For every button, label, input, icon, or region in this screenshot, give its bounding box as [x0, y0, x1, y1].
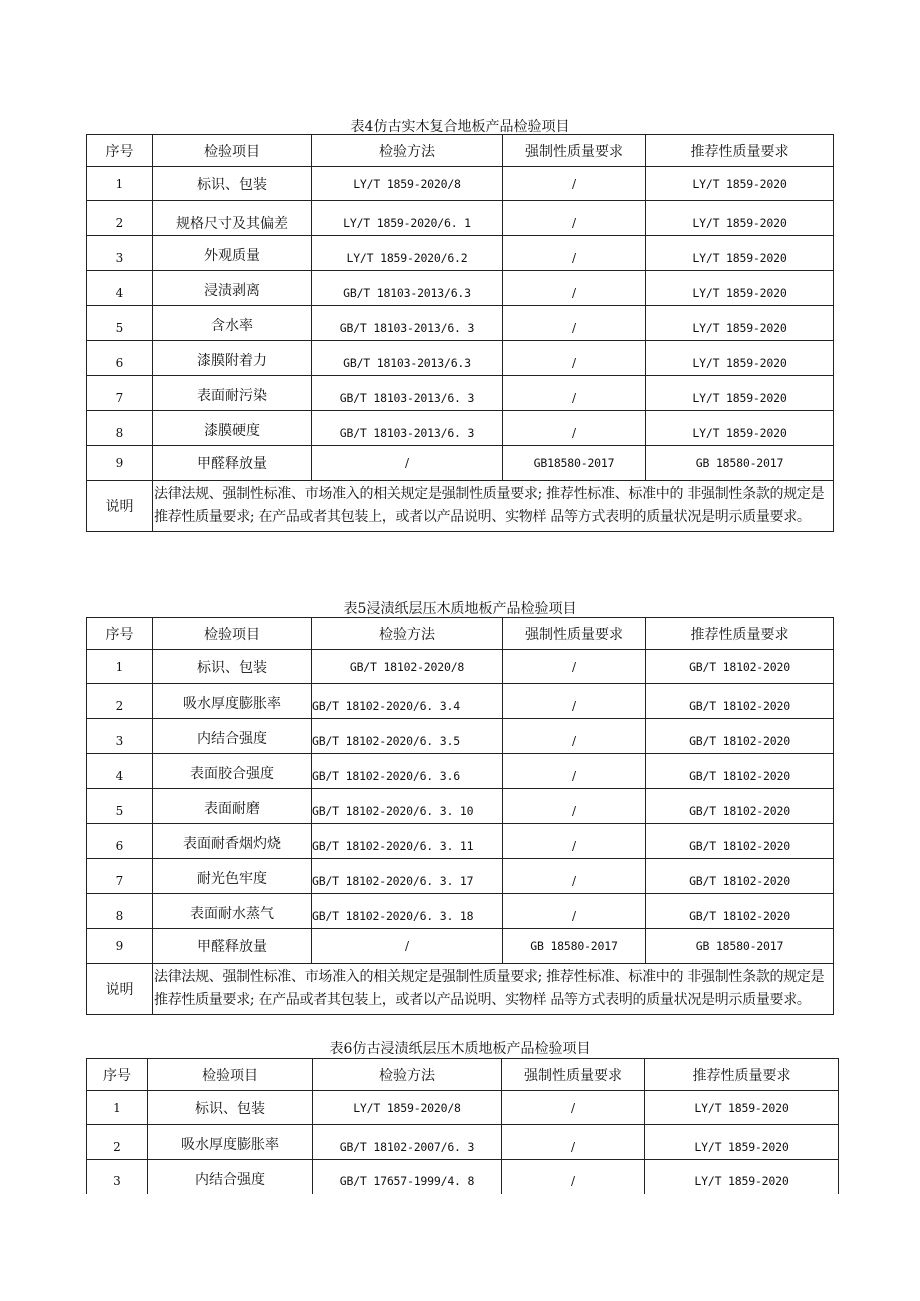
row-no: 4	[87, 271, 153, 306]
row-recommended: LY/T 1859-2020	[645, 1160, 839, 1194]
row-mandatory: /	[503, 376, 646, 411]
row-method: GB/T 18102-2020/6. 3. 10	[312, 789, 503, 824]
header-recommended: 推荐性质量要求	[646, 618, 834, 650]
row-method: GB/T 18102-2020/6. 3. 18	[312, 894, 503, 929]
table-row	[87, 650, 834, 684]
row-method: GB/T 18102-2007/6. 3	[313, 1125, 502, 1160]
row-no: 1	[87, 167, 153, 201]
row-no: 8	[87, 411, 153, 446]
table-row	[87, 1091, 839, 1125]
table-row	[87, 1125, 839, 1160]
row-item: 标识、包装	[148, 1091, 313, 1125]
row-recommended: GB/T 18102-2020	[646, 684, 834, 719]
table-row	[87, 167, 834, 201]
table-row	[87, 894, 834, 929]
row-item: 表面耐水蒸气	[153, 894, 312, 929]
row-no: 1	[87, 1091, 148, 1125]
row-item: 含水率	[153, 306, 312, 341]
header-mandatory: 强制性质量要求	[503, 135, 646, 167]
row-no: 7	[87, 376, 153, 411]
row-item: 内结合强度	[148, 1160, 313, 1194]
table-row	[87, 446, 834, 481]
row-item: 浸渍剥离	[153, 271, 312, 306]
row-no: 4	[87, 754, 153, 789]
row-mandatory: /	[503, 306, 646, 341]
row-method: GB/T 18102-2020/6. 3.4	[312, 684, 503, 719]
header-method: 检验方法	[312, 618, 503, 650]
row-mandatory: /	[503, 824, 646, 859]
header-item: 检验项目	[148, 1059, 313, 1091]
header-no: 序号	[87, 135, 153, 167]
row-mandatory: /	[503, 236, 646, 271]
row-method: LY/T 1859-2020/8	[313, 1091, 502, 1125]
row-mandatory: /	[503, 650, 646, 684]
row-mandatory: /	[503, 201, 646, 236]
row-recommended: GB/T 18102-2020	[646, 719, 834, 754]
row-item: 规格尺寸及其偏差	[153, 201, 312, 236]
table5-note-row	[87, 964, 834, 1015]
note-text: 法律法规、强制性标准、市场准入的相关规定是强制性质量要求; 推荐性标准、标准中的 非强制性条款的规定是推荐性质量要求; 在产品或者其包装上，或者以产品说明、实物样 品等方式表明的质量状况是明示质量要求。	[153, 481, 834, 532]
row-no: 1	[87, 650, 153, 684]
table6	[86, 1058, 839, 1194]
row-recommended: GB 18580-2017	[646, 446, 834, 481]
row-no: 2	[87, 201, 153, 236]
row-mandatory: /	[503, 859, 646, 894]
row-item: 甲醛释放量	[153, 929, 312, 964]
row-recommended: LY/T 1859-2020	[646, 341, 834, 376]
table-row	[87, 306, 834, 341]
table4-note-row	[87, 481, 834, 532]
row-method: LY/T 1859-2020/6. 1	[312, 201, 503, 236]
table-row	[87, 236, 834, 271]
row-mandatory: /	[503, 754, 646, 789]
row-item: 漆膜硬度	[153, 411, 312, 446]
row-recommended: LY/T 1859-2020	[645, 1091, 839, 1125]
header-no: 序号	[87, 618, 153, 650]
row-method: GB/T 18103-2013/6.3	[312, 271, 503, 306]
row-item: 漆膜附着力	[153, 341, 312, 376]
table-row	[87, 754, 834, 789]
row-no: 9	[87, 929, 153, 964]
row-recommended: GB/T 18102-2020	[646, 894, 834, 929]
row-mandatory: GB18580-2017	[503, 446, 646, 481]
row-mandatory: GB 18580-2017	[503, 929, 646, 964]
table-row	[87, 789, 834, 824]
note-text: 法律法规、强制性标准、市场准入的相关规定是强制性质量要求; 推荐性标准、标准中的 非强制性条款的规定是推荐性质量要求; 在产品或者其包装上，或者以产品说明、实物样 品等方式表明的质量状况是明示质量要求。	[153, 964, 834, 1015]
row-method: /	[312, 446, 503, 481]
row-method: GB/T 18102-2020/8	[312, 650, 503, 684]
row-method: GB/T 18102-2020/6. 3.5	[312, 719, 503, 754]
row-no: 6	[87, 824, 153, 859]
row-item: 甲醛释放量	[153, 446, 312, 481]
row-item: 吸水厚度膨胀率	[153, 684, 312, 719]
row-item: 表面耐香烟灼烧	[153, 824, 312, 859]
row-recommended: LY/T 1859-2020	[646, 167, 834, 201]
table-row	[87, 411, 834, 446]
row-method: GB/T 18102-2020/6. 3. 17	[312, 859, 503, 894]
table-row	[87, 929, 834, 964]
row-item: 表面胶合强度	[153, 754, 312, 789]
row-item: 表面耐污染	[153, 376, 312, 411]
header-item: 检验项目	[153, 618, 312, 650]
row-recommended: GB 18580-2017	[646, 929, 834, 964]
row-method: LY/T 1859-2020/8	[312, 167, 503, 201]
table-row	[87, 271, 834, 306]
table4-header-row	[87, 135, 834, 167]
row-method: GB/T 18102-2020/6. 3. 11	[312, 824, 503, 859]
row-method: GB/T 17657-1999/4. 8	[313, 1160, 502, 1194]
row-recommended: LY/T 1859-2020	[645, 1125, 839, 1160]
row-recommended: LY/T 1859-2020	[646, 271, 834, 306]
row-item: 外观质量	[153, 236, 312, 271]
row-mandatory: /	[502, 1091, 645, 1125]
row-mandatory: /	[503, 341, 646, 376]
table4	[86, 134, 834, 532]
header-no: 序号	[87, 1059, 148, 1091]
row-mandatory: /	[503, 271, 646, 306]
row-item: 耐光色牢度	[153, 859, 312, 894]
row-no: 5	[87, 789, 153, 824]
row-no: 3	[87, 1160, 148, 1194]
table5-header-row	[87, 618, 834, 650]
row-item: 内结合强度	[153, 719, 312, 754]
row-mandatory: /	[503, 167, 646, 201]
table-row	[87, 824, 834, 859]
row-no: 5	[87, 306, 153, 341]
header-item: 检验项目	[153, 135, 312, 167]
row-method: GB/T 18103-2013/6.3	[312, 341, 503, 376]
row-mandatory: /	[502, 1160, 645, 1194]
row-method: LY/T 1859-2020/6.2	[312, 236, 503, 271]
header-mandatory: 强制性质量要求	[503, 618, 646, 650]
row-mandatory: /	[503, 411, 646, 446]
row-method: /	[312, 929, 503, 964]
row-method: GB/T 18103-2013/6. 3	[312, 411, 503, 446]
row-no: 8	[87, 894, 153, 929]
row-no: 9	[87, 446, 153, 481]
row-mandatory: /	[503, 894, 646, 929]
header-method: 检验方法	[312, 135, 503, 167]
table6-title: 表6仿古浸渍纸层压木质地板产品检验项目	[329, 1041, 591, 1057]
row-recommended: LY/T 1859-2020	[646, 306, 834, 341]
row-recommended: GB/T 18102-2020	[646, 789, 834, 824]
row-no: 7	[87, 859, 153, 894]
row-no: 2	[87, 1125, 148, 1160]
table6-header-row	[87, 1059, 839, 1091]
header-recommended: 推荐性质量要求	[645, 1059, 839, 1091]
row-recommended: LY/T 1859-2020	[646, 411, 834, 446]
table-row	[87, 859, 834, 894]
table-row	[87, 684, 834, 719]
row-no: 3	[87, 719, 153, 754]
table-row	[87, 1160, 839, 1194]
table-row	[87, 376, 834, 411]
row-recommended: LY/T 1859-2020	[646, 201, 834, 236]
row-mandatory: /	[503, 684, 646, 719]
header-recommended: 推荐性质量要求	[646, 135, 834, 167]
row-recommended: GB/T 18102-2020	[646, 824, 834, 859]
table4-title: 表4仿古实木复合地板产品检验项目	[350, 119, 570, 135]
row-no: 3	[87, 236, 153, 271]
row-no: 6	[87, 341, 153, 376]
table-row	[87, 201, 834, 236]
row-method: GB/T 18102-2020/6. 3.6	[312, 754, 503, 789]
row-recommended: GB/T 18102-2020	[646, 754, 834, 789]
row-item: 标识、包装	[153, 167, 312, 201]
row-mandatory: /	[502, 1125, 645, 1160]
note-label: 说明	[87, 481, 153, 532]
row-item: 标识、包装	[153, 650, 312, 684]
row-recommended: GB/T 18102-2020	[646, 859, 834, 894]
row-item: 吸水厚度膨胀率	[148, 1125, 313, 1160]
row-item: 表面耐磨	[153, 789, 312, 824]
row-recommended: LY/T 1859-2020	[646, 376, 834, 411]
table5	[86, 617, 834, 1015]
row-mandatory: /	[503, 719, 646, 754]
row-no: 2	[87, 684, 153, 719]
header-mandatory: 强制性质量要求	[502, 1059, 645, 1091]
row-method: GB/T 18103-2013/6. 3	[312, 376, 503, 411]
row-recommended: LY/T 1859-2020	[646, 236, 834, 271]
table-row	[87, 341, 834, 376]
table5-title: 表5浸渍纸层压木质地板产品检验项目	[343, 601, 577, 617]
row-method: GB/T 18103-2013/6. 3	[312, 306, 503, 341]
note-label: 说明	[87, 964, 153, 1015]
row-recommended: GB/T 18102-2020	[646, 650, 834, 684]
header-method: 检验方法	[313, 1059, 502, 1091]
table-row	[87, 719, 834, 754]
row-mandatory: /	[503, 789, 646, 824]
